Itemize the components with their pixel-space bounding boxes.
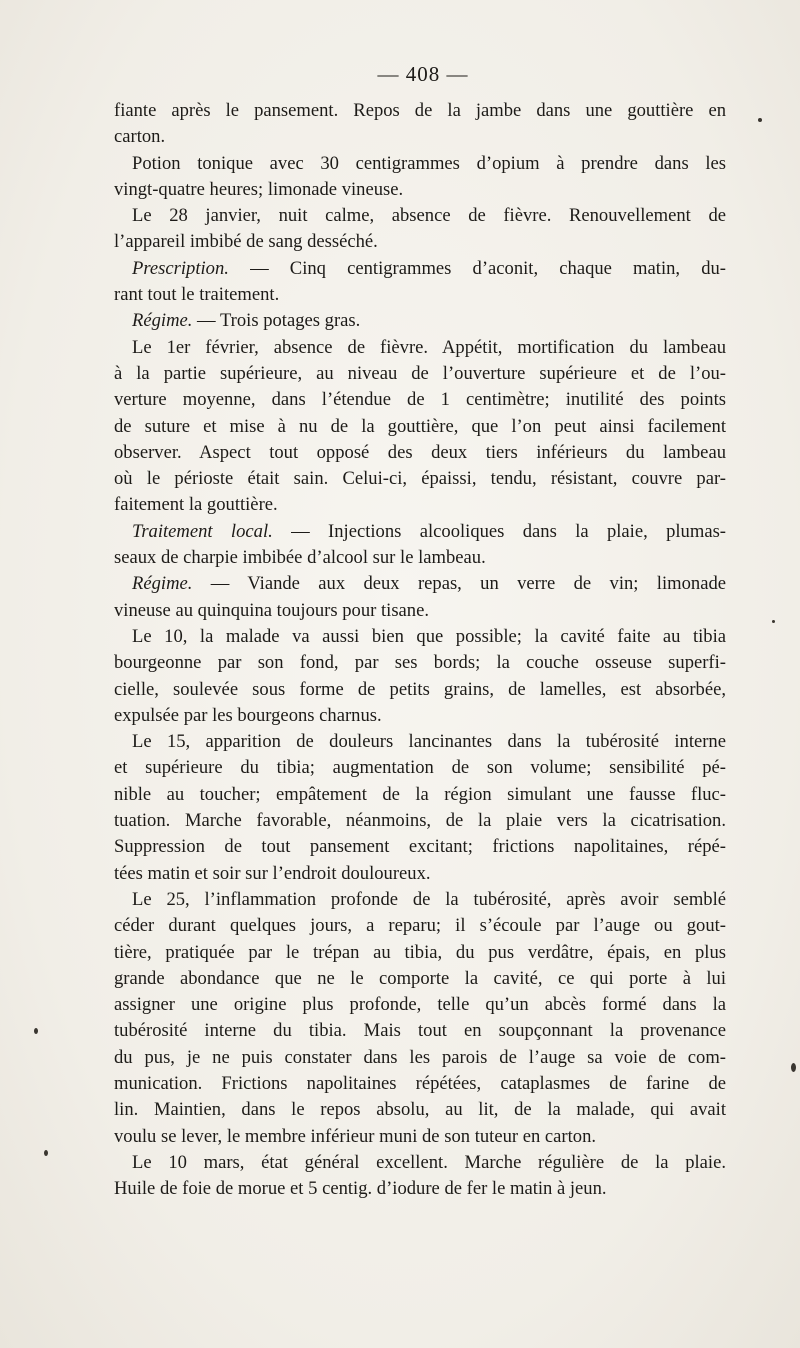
- text-line: [114, 1018, 726, 1044]
- paper-speck: [758, 118, 762, 122]
- line-text: et supérieure du tibia; augmentation de son volume; sensibilité pé-: [114, 757, 726, 779]
- text-line: [114, 755, 726, 781]
- line-text: tées matin et soir sur l’endroit douloureux.: [114, 862, 431, 884]
- text-line: [114, 571, 726, 597]
- line-text: tière, pratiquée par le trépan au tibia, du pus verdâtre, épais, en plus: [114, 941, 726, 963]
- line-text: où le périoste était sain. Celui-ci, épaissi, tendu, résistant, couvre par-: [114, 468, 726, 490]
- line-text: Le 10 mars, état général excellent. Marche régulière de la plaie.: [132, 1151, 726, 1173]
- line-text: — Trois potages gras.: [192, 310, 361, 332]
- italic-heading: Régime.: [132, 310, 193, 332]
- line-text: Suppression de tout pansement excitant; frictions napolitaines, répé-: [114, 836, 726, 858]
- line-text: observer. Aspect tout opposé des deux tiers inférieurs du lambeau: [114, 441, 726, 463]
- body-text: [114, 98, 726, 1202]
- text-line: [114, 229, 726, 255]
- text-line: [114, 151, 726, 177]
- text-line: [114, 203, 726, 229]
- line-text: Le 25, l’inflammation profonde de la tubérosité, après avoir semblé: [132, 888, 726, 910]
- text-line: [114, 703, 726, 729]
- line-text: vingt-quatre heures; limonade vineuse.: [114, 178, 404, 200]
- text-line: [114, 992, 726, 1018]
- line-text: bourgeonne par son fond, par ses bords; la couche osseuse superfi-: [114, 652, 726, 674]
- line-text: Huile de foie de morue et 5 centig. d’iodure de fer le matin à jeun.: [114, 1178, 607, 1200]
- line-text: seaux de charpie imbibée d’alcool sur le lambeau.: [114, 547, 486, 569]
- text-line: [114, 1071, 726, 1097]
- line-text: vineuse au quinquina toujours pour tisane.: [114, 599, 430, 621]
- line-text: verture moyenne, dans l’étendue de 1 centimètre; inutilité des points: [114, 389, 726, 411]
- line-text: à la partie supérieure, au niveau de l’ouverture supérieure et de l’ou-: [114, 362, 726, 384]
- text-line: [114, 940, 726, 966]
- paper-speck: [772, 620, 775, 623]
- text-line: [114, 1045, 726, 1071]
- line-text: — Injections alcooliques dans la plaie, plumas-: [272, 520, 726, 542]
- text-line: [114, 177, 726, 203]
- text-line: [114, 519, 726, 545]
- text-line: [114, 256, 726, 282]
- text-line: [114, 677, 726, 703]
- line-text: céder durant quelques jours, a reparu; il s’écoule par l’auge ou gout-: [114, 915, 726, 937]
- text-line: [114, 861, 726, 887]
- line-text: — Viande aux deux repas, un verre de vin; limonade: [192, 573, 726, 595]
- text-line: [114, 466, 726, 492]
- text-line: [114, 1176, 726, 1202]
- text-line: [114, 729, 726, 755]
- paper-speck: [34, 1028, 38, 1034]
- line-text: fiante après le pansement. Repos de la jambe dans une gouttière en: [114, 100, 726, 121]
- line-text: Le 10, la malade va aussi bien que possible; la cavité faite au tibia: [132, 625, 726, 647]
- line-text: grande abondance que ne le comporte la cavité, ce qui porte à lui: [114, 967, 726, 989]
- text-line: [114, 966, 726, 992]
- line-text: carton.: [114, 126, 166, 148]
- italic-heading: Traitement local.: [132, 520, 273, 542]
- text-line: [114, 98, 726, 124]
- text-line: [114, 492, 726, 518]
- paper-speck: [791, 1063, 796, 1072]
- italic-heading: Régime.: [132, 573, 193, 595]
- text-line: [114, 308, 726, 334]
- text-line: [114, 1124, 726, 1150]
- line-text: du pus, je ne puis constater dans les parois de l’auge sa voie de com-: [114, 1046, 726, 1068]
- line-text: l’appareil imbibé de sang desséché.: [114, 231, 378, 253]
- line-text: Le 15, apparition de douleurs lancinantes dans la tubérosité interne: [132, 731, 726, 753]
- text-line: [114, 545, 726, 571]
- line-text: Le 1er février, absence de fièvre. Appétit, mortification du lambeau: [132, 336, 726, 358]
- text-line: [114, 414, 726, 440]
- text-line: [114, 1150, 726, 1176]
- line-text: voulu se lever, le membre inférieur muni de son tuteur en carton.: [114, 1125, 597, 1147]
- text-line: [114, 598, 726, 624]
- line-text: cielle, soulevée sous forme de petits grains, de lamelles, est absorbée,: [114, 678, 726, 700]
- line-text: — Cinq centigrammes d’aconit, chaque matin, du-: [228, 257, 726, 279]
- text-line: [114, 361, 726, 387]
- text-line: [114, 887, 726, 913]
- text-line: [114, 913, 726, 939]
- text-line: [114, 782, 726, 808]
- text-line: [114, 335, 726, 361]
- line-text: tubérosité interne du tibia. Mais tout en soupçonnant la provenance: [114, 1020, 726, 1042]
- line-text: nible au toucher; empâtement de la région simulant une fausse fluc-: [114, 783, 726, 805]
- line-text: munication. Frictions napolitaines répétées, cataplasmes de farine de: [114, 1072, 726, 1094]
- text-line: [114, 440, 726, 466]
- line-text: rant tout le traitement.: [114, 284, 280, 306]
- text-line: [114, 808, 726, 834]
- line-text: tuation. Marche favorable, néanmoins, de la plaie vers la cicatrisation.: [114, 810, 726, 832]
- paper-speck: [44, 1150, 48, 1156]
- text-line: [114, 387, 726, 413]
- text-line: [114, 282, 726, 308]
- page-number: — 408 —: [377, 62, 469, 86]
- text-line: [114, 124, 726, 150]
- line-text: faitement la gouttière.: [114, 494, 278, 516]
- line-text: assigner une origine plus profonde, telle qu’un abcès formé dans la: [114, 994, 726, 1016]
- line-text: Potion tonique avec 30 centigrammes d’opium à prendre dans les: [132, 152, 726, 174]
- text-line: [114, 650, 726, 676]
- text-line: [114, 1097, 726, 1123]
- text-line: [114, 624, 726, 650]
- line-text: expulsée par les bourgeons charnus.: [114, 704, 382, 726]
- italic-heading: Prescription.: [132, 257, 229, 279]
- line-text: de suture et mise à nu de la gouttière, que l’on peut ainsi facilement: [114, 415, 726, 437]
- line-text: Le 28 janvier, nuit calme, absence de fièvre. Renouvellement de: [132, 205, 726, 227]
- text-line: [114, 834, 726, 860]
- line-text: lin. Maintien, dans le repos absolu, au lit, de la malade, qui avait: [114, 1099, 726, 1121]
